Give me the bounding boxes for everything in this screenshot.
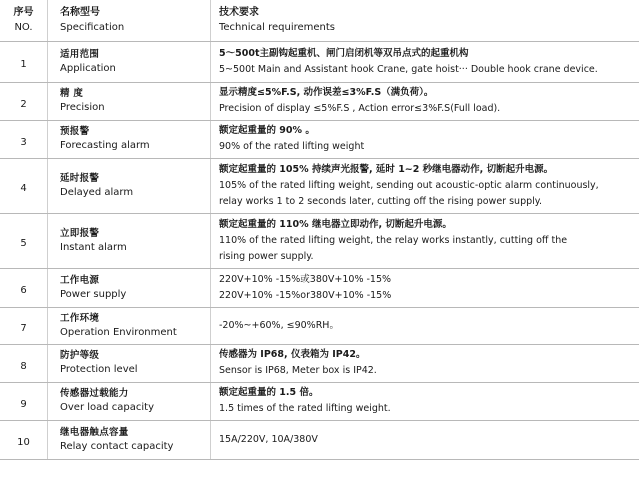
table-row <box>0 307 639 344</box>
spec-name-en: Relay contact capacity <box>60 440 174 452</box>
header-no <box>0 0 48 41</box>
technical-requirement-line: 220V+10% -15%或380V+10% -15% <box>219 273 392 285</box>
spec-name-en: Delayed alarm <box>60 186 134 198</box>
technical-requirement-line: relay works 1 to 2 seconds later, cutting off the rising power supply. <box>219 195 543 207</box>
row-number-cell <box>0 420 48 459</box>
spec-name-en: Power supply <box>60 288 127 300</box>
spec-name-zh: 工作环境 <box>60 312 100 324</box>
table-row <box>0 344 639 382</box>
spec-name-zh: 继电器触点容量 <box>60 426 129 438</box>
row-number: 1 <box>20 59 27 70</box>
spec-name-zh: 传感器过载能力 <box>60 388 129 399</box>
specification-cell <box>48 120 211 158</box>
technical-requirement-line: 额定起重量的 90% 。 <box>219 125 315 136</box>
spec-name-zh: 防护等级 <box>60 350 100 361</box>
table-row <box>0 268 639 307</box>
row-number-cell <box>0 158 48 213</box>
row-number-cell <box>0 41 48 82</box>
technical-requirement-line: 1.5 times of the rated lifting weight. <box>219 403 391 414</box>
technical-requirement-cell <box>211 382 639 420</box>
technical-requirement-line: 传感器为 IP68, 仪表箱为 IP42。 <box>219 349 366 360</box>
row-number-cell <box>0 307 48 344</box>
spec-name-zh: 适用范围 <box>60 48 100 60</box>
technical-requirement-cell <box>211 344 639 382</box>
row-number: 4 <box>20 183 27 194</box>
row-number: 10 <box>17 437 30 448</box>
table-header-row <box>0 0 639 41</box>
table-row <box>0 41 639 82</box>
row-number: 3 <box>20 136 27 148</box>
technical-requirement-line: 220V+10% -15%or380V+10% -15% <box>219 289 392 301</box>
technical-requirement-line: 额定起重量的 1.5 倍。 <box>219 387 319 398</box>
header-tech-en: Technical requirements <box>219 21 336 33</box>
header-no-en: NO. <box>14 21 33 33</box>
technical-requirement-line: -20%~+60%, ≤90%RH。 <box>219 319 339 331</box>
table-row <box>0 420 639 459</box>
spec-name-zh: 工作电源 <box>60 274 100 286</box>
technical-requirement-line: 显示精度≤5%F.S, 动作误差≤3%F.S（满负荷）。 <box>219 87 434 98</box>
technical-requirement-line: 110% of the rated lifting weight, the relay works instantly, cutting off the <box>219 234 568 246</box>
technical-requirement-cell <box>211 158 639 213</box>
spec-name-en: Instant alarm <box>60 241 127 253</box>
row-number: 9 <box>20 398 27 410</box>
technical-requirement-cell <box>211 213 639 268</box>
row-number: 6 <box>20 285 27 296</box>
spec-name-en: Precision <box>60 102 105 113</box>
technical-requirement-cell <box>211 420 639 459</box>
specification-cell <box>48 420 211 459</box>
row-number: 5 <box>20 238 27 249</box>
table-body <box>0 41 639 459</box>
table-row <box>0 120 639 158</box>
table-row <box>0 82 639 120</box>
technical-requirement-line: Sensor is IP68, Meter box is IP42. <box>219 365 377 376</box>
spec-name-en: Over load capacity <box>60 402 154 413</box>
technical-requirement-line: 额定起重量的 105% 持续声光报警, 延时 1~2 秒继电器动作, 切断起升电源。 <box>219 163 554 175</box>
spec-name-zh: 立即报警 <box>60 227 100 239</box>
technical-requirement-line: 5～500t主副钩起重机、闸门启闭机等双吊点式的起重机构 <box>219 47 469 59</box>
row-number-cell <box>0 82 48 120</box>
technical-requirement-line: 105% of the rated lifting weight, sending out acoustic-optic alarm continuously, <box>219 179 599 191</box>
row-number-cell <box>0 382 48 420</box>
technical-requirement-line: Precision of display ≤5%F.S , Action error≤3%F.S(Full load). <box>219 103 501 114</box>
specification-cell <box>48 158 211 213</box>
specification-cell <box>48 268 211 307</box>
specification-cell <box>48 213 211 268</box>
row-number: 2 <box>20 98 27 110</box>
specification-cell <box>48 307 211 344</box>
specification-cell <box>48 344 211 382</box>
spec-name-en: Protection level <box>60 364 138 375</box>
technical-requirement-cell <box>211 268 639 307</box>
table-row <box>0 382 639 420</box>
row-number-cell <box>0 120 48 158</box>
technical-requirement-cell <box>211 82 639 120</box>
header-tech-zh: 技术要求 <box>219 6 259 18</box>
technical-requirement-line: 15A/220V, 10A/380V <box>219 433 318 445</box>
table-row <box>0 213 639 268</box>
header-specification <box>48 0 211 41</box>
row-number-cell <box>0 213 48 268</box>
spec-name-zh: 延时报警 <box>60 172 100 184</box>
technical-requirement-cell <box>211 41 639 82</box>
specification-cell <box>48 82 211 120</box>
row-number: 7 <box>20 323 27 334</box>
technical-requirement-cell <box>211 307 639 344</box>
header-spec-zh: 名称型号 <box>60 6 100 18</box>
row-number: 8 <box>20 360 27 372</box>
specification-cell <box>48 382 211 420</box>
technical-requirement-cell <box>211 120 639 158</box>
technical-requirement-line: 90% of the rated lifting weight <box>219 141 365 152</box>
row-number-cell <box>0 344 48 382</box>
header-technical <box>211 0 639 41</box>
technical-requirement-line: 5~500t Main and Assistant hook Crane, gate hoist··· Double hook crane device. <box>219 63 598 75</box>
spec-name-zh: 精 度 <box>60 88 84 99</box>
header-no-zh: 序号 <box>13 6 34 18</box>
spec-name-en: Operation Environment <box>60 326 177 338</box>
table-row <box>0 158 639 213</box>
specification-cell <box>48 41 211 82</box>
row-number-cell <box>0 268 48 307</box>
spec-name-en: Application <box>60 62 116 74</box>
technical-requirement-line: 额定起重量的 110% 继电器立即动作, 切断起升电源。 <box>219 218 452 230</box>
technical-requirement-line: rising power supply. <box>219 250 314 262</box>
header-spec-en: Specification <box>60 21 125 33</box>
spec-name-zh: 预报警 <box>60 126 90 137</box>
spec-name-en: Forecasting alarm <box>60 140 150 151</box>
